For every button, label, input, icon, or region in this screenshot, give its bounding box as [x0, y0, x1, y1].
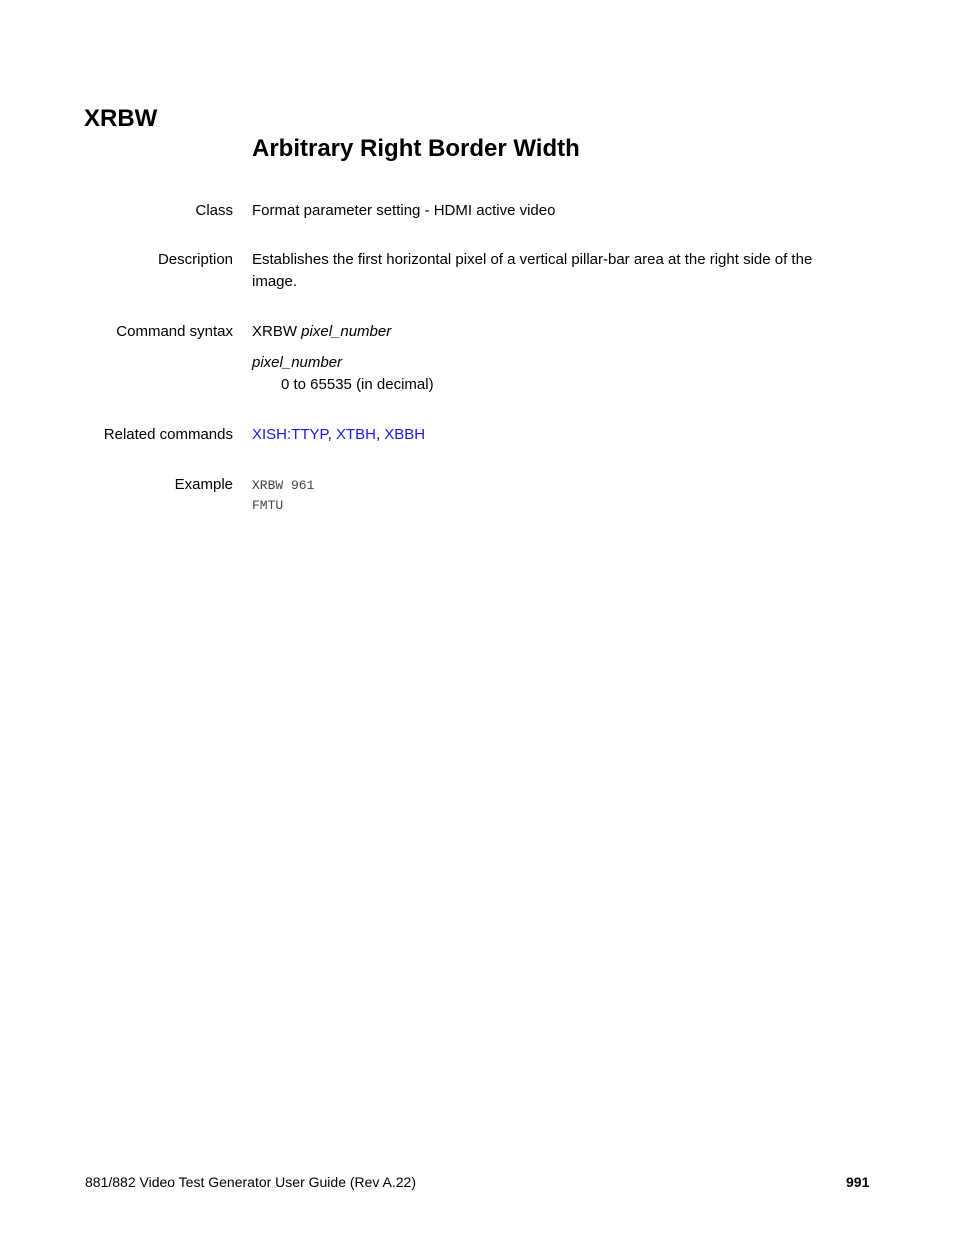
param-range: 0 to 65535 (in decimal) — [281, 376, 434, 393]
command-name: XRBW — [84, 105, 158, 132]
description-value — [252, 249, 852, 293]
syntax-value — [252, 321, 852, 396]
example-line-1: XRBW 961 — [252, 478, 315, 493]
footer-page-number: 991 — [846, 1174, 870, 1190]
syntax-line — [252, 321, 852, 343]
footer-guide-title: 881/882 Video Test Generator User Guide (Rev A.22) — [85, 1174, 417, 1190]
example-line-2: FMTU — [252, 498, 284, 513]
param-block — [252, 352, 852, 396]
syntax-label: Command syntax — [116, 323, 233, 340]
related-value — [252, 424, 852, 446]
syntax-param: pixel_number — [301, 323, 392, 340]
related-link-xish-ttyp[interactable]: XISH:TTYP — [252, 426, 328, 443]
related-label: Related commands — [103, 426, 233, 443]
related-link-xtbh[interactable]: XTBH — [335, 426, 376, 443]
description-line-1: Establishes the first horizontal pixel of a vertical pillar-bar area at the right side of the — [252, 251, 813, 268]
related-separator: , — [375, 426, 385, 443]
related-link-xbbh[interactable]: XBBH — [384, 426, 426, 443]
command-title: Arbitrary Right Border Width — [252, 135, 580, 162]
description-label: Description — [157, 251, 233, 268]
param-name: pixel_number — [252, 354, 343, 371]
description-line-2: image. — [252, 273, 298, 290]
class-value: Format parameter setting - HDMI active video — [252, 202, 556, 219]
example-label: Example — [174, 476, 233, 493]
class-label: Class — [195, 202, 233, 219]
example-code — [252, 476, 852, 516]
related-separator: , — [327, 426, 336, 443]
syntax-command: XRBW — [252, 323, 297, 340]
